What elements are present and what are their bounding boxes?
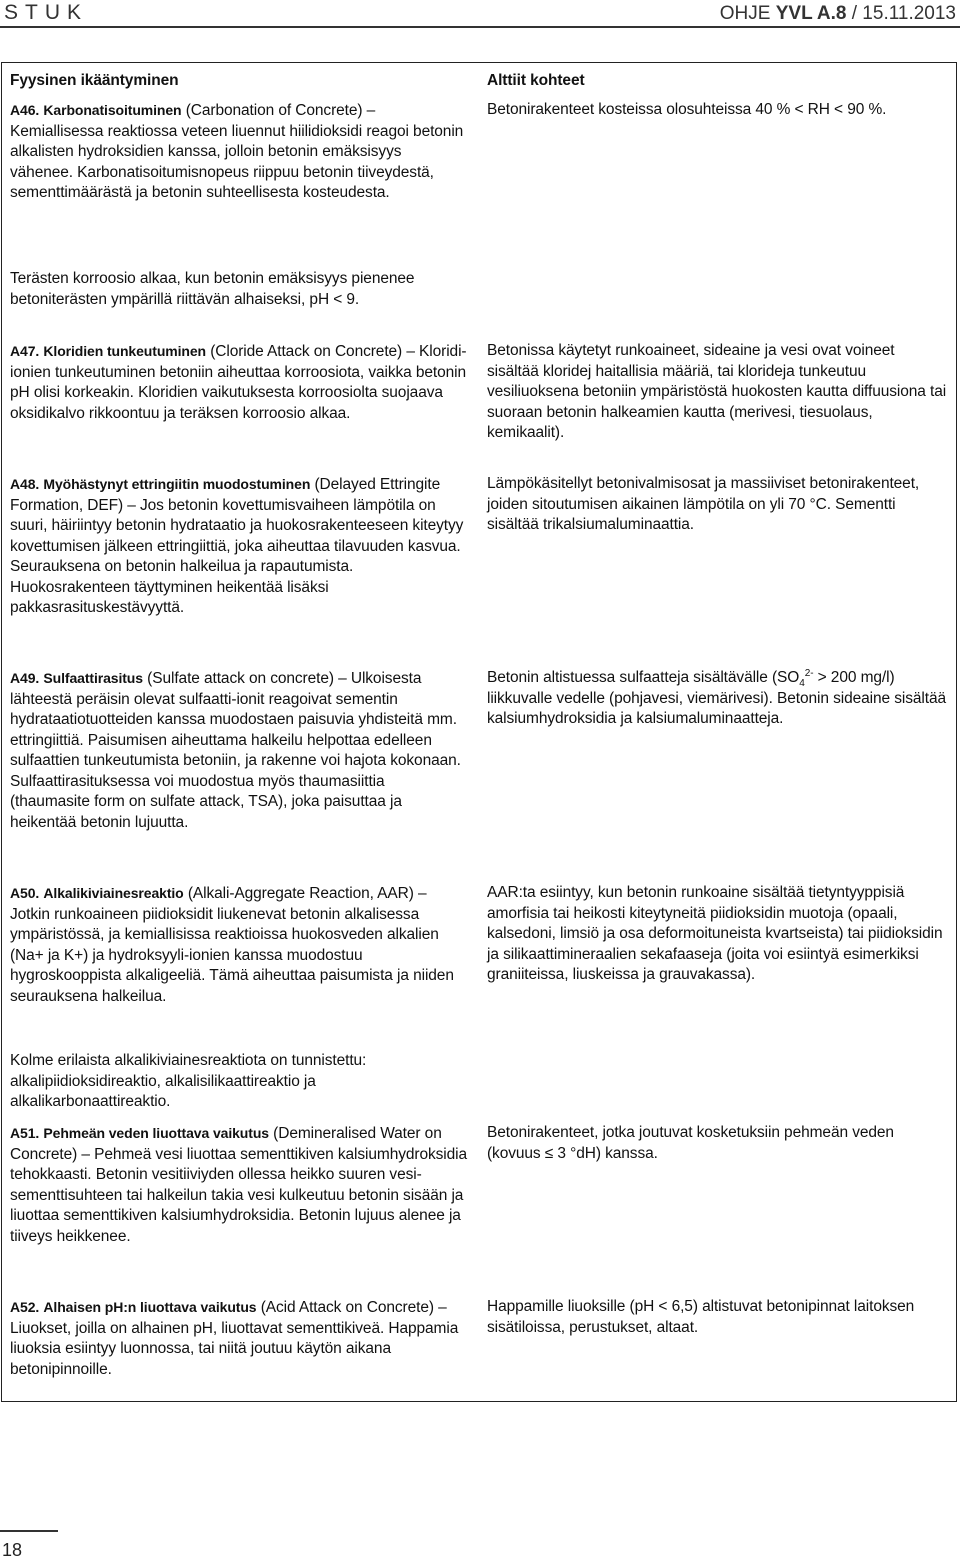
guide-code: YVL A.8	[775, 3, 847, 24]
header-rule	[0, 26, 960, 28]
entry-term: Alkalikiviainesreaktio	[43, 885, 184, 901]
guide-prefix: OHJE	[719, 3, 771, 24]
entry-code: A51.	[10, 1125, 40, 1141]
aging-table	[1, 62, 957, 1402]
entry-a52	[10, 1297, 468, 1380]
guide-reference	[720, 3, 956, 25]
target-a48: Lämpökäsitellyt betonivalmisosat ja massiiviset betonirakenteet, joiden sitoutumisen aikainen lämpötila on yli 70 °C. Sementti sisältää trikalsiumaluminaattia.	[487, 475, 920, 533]
entry-a47	[10, 341, 468, 424]
entry-text: (Alkali-Aggregate Reaction, AAR) – Jotkin runkoaineen piidioksidit liukenevat betonin alkalisessa ympäristössä, ja kemiallisissa reaktioissa huokosveden alkalien (Na+ ja K+) ja hydroksyyli-ionien kanssa muodostuu hygroskooppista alkaligeeliä. Tämä aiheuttaa paisumista ja niiden seurauksena halkeilua.	[10, 885, 454, 1005]
entry-term: Karbonatisoituminen	[43, 102, 182, 118]
entry-a50	[10, 883, 468, 1007]
entry-a49	[10, 668, 468, 833]
entry-code: A50.	[10, 885, 40, 901]
target-a46: Betonirakenteet kosteissa olosuhteissa 40 % < RH < 90 %.	[487, 101, 887, 118]
brand-logo: STUK	[4, 1, 89, 24]
entry-term: Kloridien tunkeutuminen	[43, 343, 206, 359]
entry-code: A46.	[10, 102, 40, 118]
footer-rule	[0, 1530, 58, 1532]
entry-code: A47.	[10, 343, 40, 359]
entry-term: Pehmeän veden liuottava vaikutus	[43, 1125, 269, 1141]
entry-term: Sulfaattirasitus	[43, 670, 143, 686]
entry-text: (Demineralised Water on Concrete) – Pehmeä vesi liuottaa sementtikiven kalsiumhydroksidia tehokkaasti. Betonin vesitiiviyden ollessa heikko suuren vesi-sementtisuhteen tai halkeilun takia vesi kulkeutuu betonin sisään ja liuottaa sementtikiven kalsiumhydroksidia. Betonin lujuus alenee ja tiiveys heikkenee.	[10, 1125, 467, 1245]
entry-text: (Delayed Ettringite Formation, DEF) – Jos betonin kovettumisvaiheen lämpötila on suuri, häiriintyy betonin hydrataatio ja huokosrakenteeseen kiteytyy kovettumisen jälkeen ettringiittiä, joka aiheuttaa tilavuuden kasvua. Seurauksena on betonin halkeilua ja rapautumista. Huokosrakenteen täyttyminen heikentää lisäksi pakkasrasituskestävyyttä.	[10, 476, 464, 616]
entry-text: (Carbonation of Concrete) – Kemiallisessa reaktiossa veteen liuennut hiilidioksidi reagoi betonin alkalisten hydroksidien kanssa, jolloin betonin emäksisyys vähenee. Karbonatisoitumisnopeus riippuu betonin tiiveydestä, sementtimäärästä ja betonin suhteellisesta kosteudesta.	[10, 102, 464, 201]
entry-a46	[10, 100, 468, 204]
target-a49: Betonin altistuessa sulfaatteja sisältävälle ($SO_4^{2-} > 200$ mg/l) liikkuvalle vedelle (pohjavesi, viemärivesi). Betonin sideaine sisältää kalsiumhydroksidia ja kalsiumaluminaatteja.	[487, 667, 946, 727]
entry-text: (Cloride Attack on Concrete) – Kloridi-ionien tunkeutuminen betoniin aiheuttaa korroosiota, vaikka betonin pH olisi korkeakin. Kloridien vaikutuksesta korroosiolta suojaava oksidikalvo rikkoontuu ja teräksen korroosio alkaa.	[10, 343, 467, 422]
entry-a50-note: Kolme erilaista alkalikiviainesreaktiota on tunnistettu: alkalipiidioksidireaktio, alkalisilikaattireaktio ja alkalikarbonaattireaktio.	[10, 1052, 367, 1110]
target-a51: Betonirakenteet, jotka joutuvat kosketuksiin pehmeän veden (kovuus ≤ 3 °dH) kanssa.	[487, 1124, 894, 1162]
right-column-heading: Alttiit kohteet	[487, 72, 585, 89]
entry-code: A52.	[10, 1299, 40, 1315]
guide-date: / 15.11.2013	[851, 3, 956, 24]
entry-a51	[10, 1123, 468, 1247]
left-column-heading: Fyysinen ikääntyminen	[10, 72, 179, 89]
entry-code: A48.	[10, 476, 40, 492]
entry-term: Alhaisen pH:n liuottava vaikutus	[43, 1299, 257, 1315]
entry-code: A49.	[10, 670, 40, 686]
entry-a48	[10, 474, 468, 619]
entry-text: (Acid Attack on Concrete) – Liuokset, joilla on alhainen pH, liuottavat sementtikiveä. Happamia liuoksia esiintyy luonnossa, tai niitä joutuu käytön aikana betonipinnoille.	[10, 1299, 459, 1378]
entry-term: Myöhästynyt ettringiitin muodostuminen	[43, 476, 311, 492]
target-a50: AAR:ta esiintyy, kun betonin runkoaine sisältää tietyntyyppisiä amorfisia tai heikosti kiteytyneitä piidioksidin muotoja (opaali, kalsedoni, limsiö ja osa deformoituneista kvartseista) tai piidioksidin ja silikaattimineraalien sekafaaseja (joita voi esiintyä esimerkiksi graniiteissa, liuskeissa ja grauvakassa).	[487, 884, 943, 983]
target-a52: Happamille liuoksille (pH < 6,5) altistuvat betonipinnat laitoksen sisätiloissa, perustukset, altaat.	[487, 1298, 915, 1336]
entry-text: (Sulfate attack on concrete) – Ulkoisesta lähteestä peräisin olevat sulfaatti-ionit reagoivat sementin hydrataatiotuotteiden kanssa muodostaen paisuvia yhdisteitä mm. ettringiittiä. Paisumisen aiheuttama halkeilu helpottaa edelleen sulfaattien tunkeutumista betoniin, ja rakenne voi hajota kokonaan. Sulfaattirasituksessa voi muodostua myös thaumasiittia (thaumasite form on sulfate attack, TSA), joka paisuttaa ja heikentää betonin lujuutta.	[10, 670, 461, 831]
page-number: 18	[2, 1540, 23, 1560]
target-a47: Betonissa käytetyt runkoaineet, sideaine ja vesi ovat voineet sisältää kloridej haitallisia määriä, tai klorideja tunkeutuu vesiliuoksena betoniin ympäristöstä huokosten kautta diffuusiona tai suoraan betonin halkeamien kautta (merivesi, tiesuolaus, kemikaalit).	[487, 342, 947, 441]
entry-a46-note: Terästen korroosio alkaa, kun betonin emäksisyys pienenee betoniterästen ympärillä riittävän alhaiseksi, pH < 9.	[10, 270, 415, 308]
